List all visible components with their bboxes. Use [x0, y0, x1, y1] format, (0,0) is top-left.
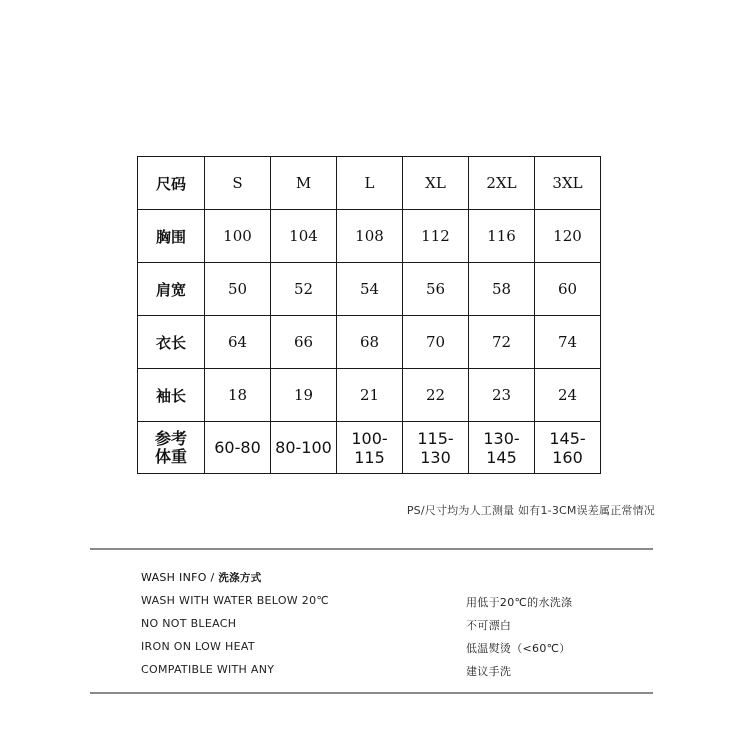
wash-title-en: WASH INFO / [141, 571, 215, 584]
table-cell: 112 [403, 210, 469, 263]
size-header-row [138, 157, 601, 210]
table-cell: 68 [337, 316, 403, 369]
table-cell: 18 [205, 369, 271, 422]
size-s-cell: S [205, 157, 271, 210]
sleeve-row [138, 369, 601, 422]
table-cell: 72 [469, 316, 535, 369]
table-cell: 60-80 [205, 422, 271, 474]
table-cell: 23 [469, 369, 535, 422]
table-cell: 80-100 [271, 422, 337, 474]
table-cell: 19 [271, 369, 337, 422]
table-cell: 100-115 [337, 422, 403, 474]
table-cell: 24 [535, 369, 601, 422]
table-cell: 115-130 [403, 422, 469, 474]
divider-top [90, 548, 653, 550]
table-cell: 58 [469, 263, 535, 316]
table-cell: 104 [271, 210, 337, 263]
sleeve-label-cell: 袖长 [138, 369, 205, 422]
chest-row [138, 210, 601, 263]
table-cell: 70 [403, 316, 469, 369]
size-m-cell: M [271, 157, 337, 210]
table-cell: 22 [403, 369, 469, 422]
size-xl-cell: XL [403, 157, 469, 210]
length-row [138, 316, 601, 369]
table-cell: 21 [337, 369, 403, 422]
size-l-cell: L [337, 157, 403, 210]
wash-item-cn: 建议手洗 [466, 665, 512, 678]
size-2xl-cell: 2XL [469, 157, 535, 210]
measurement-note: PS/尺寸均为人工测量 如有1-3CM误差属正常情况 [406, 504, 655, 517]
weight-label-line1: 参考 [154, 428, 187, 448]
weight-label-cell [138, 422, 205, 474]
size-3xl-cell: 3XL [535, 157, 601, 210]
divider-bottom [90, 692, 653, 694]
table-cell: 130-145 [469, 422, 535, 474]
table-cell: 60 [535, 263, 601, 316]
wash-info-title [141, 570, 262, 585]
table-cell: 52 [271, 263, 337, 316]
wash-item-en: WASH WITH WATER BELOW 20℃ [141, 594, 330, 607]
wash-item-en: IRON ON LOW HEAT [141, 640, 255, 653]
shoulder-row [138, 263, 601, 316]
length-label-cell: 衣长 [138, 316, 205, 369]
table-cell: 50 [205, 263, 271, 316]
table-cell: 64 [205, 316, 271, 369]
chest-label-cell: 胸围 [138, 210, 205, 263]
wash-item-en: COMPATIBLE WITH ANY [141, 663, 275, 676]
size-chart-table [137, 156, 601, 474]
weight-label-line2: 体重 [154, 446, 187, 466]
wash-item-cn: 不可漂白 [466, 619, 512, 632]
table-cell: 66 [271, 316, 337, 369]
wash-title-cn: 洗涤方式 [218, 572, 262, 584]
weight-row [138, 422, 601, 474]
table-cell: 108 [337, 210, 403, 263]
shoulder-label-cell: 肩宽 [138, 263, 205, 316]
table-cell: 74 [535, 316, 601, 369]
table-cell: 100 [205, 210, 271, 263]
wash-item-en: NO NOT BLEACH [141, 617, 237, 630]
table-cell: 116 [469, 210, 535, 263]
table-cell: 56 [403, 263, 469, 316]
table-cell: 54 [337, 263, 403, 316]
wash-item-cn: 低温熨烫（<60℃） [466, 642, 571, 655]
table-cell: 145-160 [535, 422, 601, 474]
wash-item-cn: 用低于20℃的水洗涤 [466, 596, 573, 609]
size-label-cell: 尺码 [138, 157, 205, 210]
table-cell: 120 [535, 210, 601, 263]
